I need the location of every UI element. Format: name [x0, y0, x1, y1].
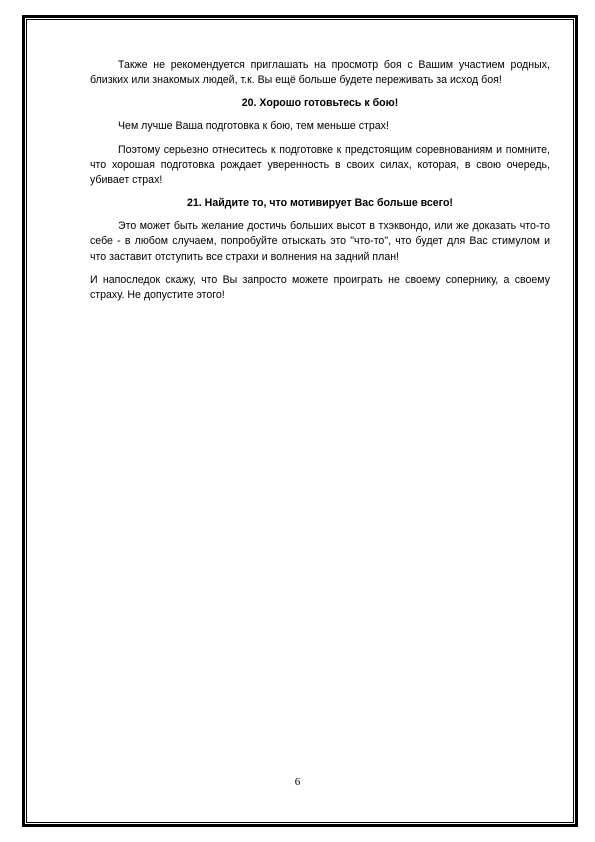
section-21-paragraph-2: И напоследок скажу, что Вы запросто можете проиграть не своему сопернику, а своему страху. Не допустите этого! — [90, 273, 550, 302]
section-20-heading: 20. Хорошо готовьтесь к бою! — [241, 97, 399, 110]
section-20-paragraph-2: Поэтому серьезно отнеситесь к подготовке к предстоящим соревнованиям и помните, что хорошая подготовка рождает уверенность в своих силах, которая, в свою очередь, убивает страх! — [90, 143, 550, 187]
page-number: 6 — [294, 776, 301, 788]
section-21-heading: 21. Найдите то, что мотивирует Вас больше всего! — [187, 197, 453, 210]
document-body — [90, 58, 550, 311]
section-21-paragraph-1: Это может быть желание достичь больших высот в тхэквондо, или же доказать что-то себе - в любом случаем, попробуйте отыскать это "что-то", что будет для Вас стимулом и что заставит отступить все страхи и волнения на задний план! — [90, 220, 550, 263]
section-20-paragraph-1: Чем лучше Ваша подготовка к бою, тем меньше страх! — [118, 120, 389, 133]
paragraph-intro: Также не рекомендуется приглашать на просмотр боя с Вашим участием родных, близких или знакомых людей, т.к. Вы ещё больше будете переживать за исход боя! — [90, 59, 550, 87]
